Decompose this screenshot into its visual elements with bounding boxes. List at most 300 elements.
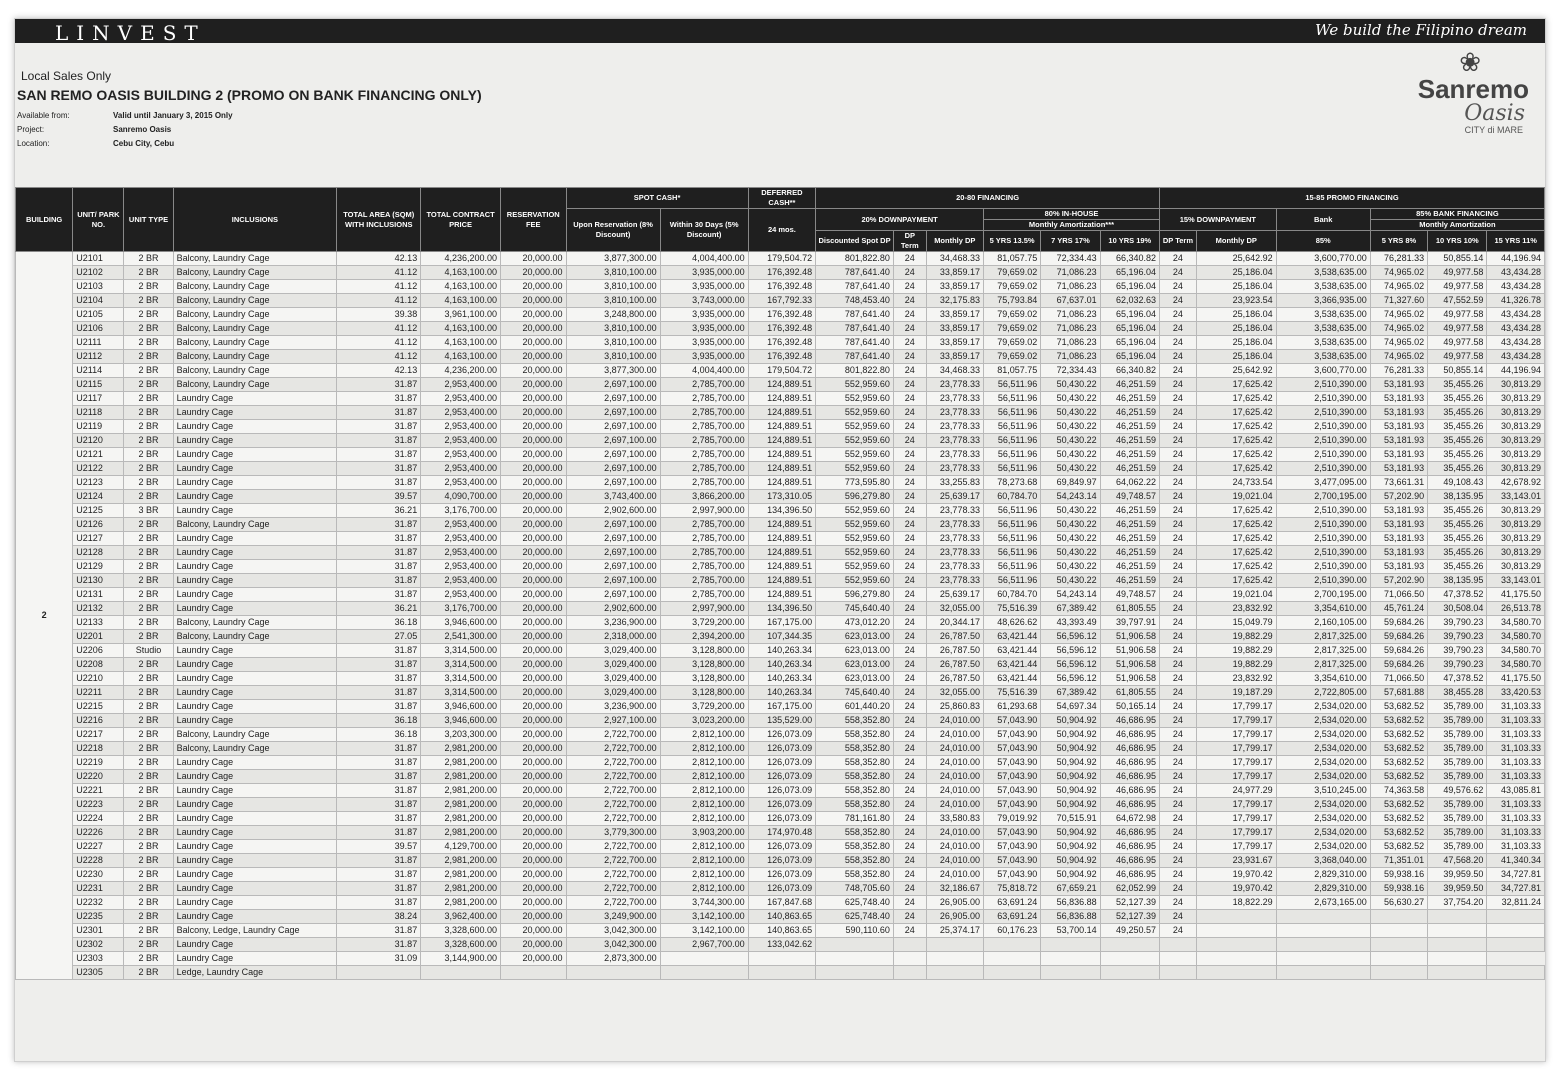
table-cell: 124,889.51 [748, 392, 816, 406]
table-cell: 31,103.33 [1487, 770, 1545, 784]
table-cell: 17,625.42 [1196, 546, 1276, 560]
table-cell: 787,641.40 [816, 322, 894, 336]
table-cell: 20,000.00 [501, 392, 566, 406]
table-cell: 35,455.26 [1428, 546, 1487, 560]
col-monthly-dp: Monthly DP [926, 231, 983, 252]
table-cell: 2,817,325.00 [1276, 658, 1370, 672]
table-row [16, 896, 1545, 910]
table-cell: 76,281.33 [1370, 252, 1427, 266]
header-bar [15, 19, 1545, 43]
table-cell: 20,000.00 [501, 406, 566, 420]
table-cell: 126,073.09 [748, 882, 816, 896]
table-cell: 79,659.02 [983, 266, 1040, 280]
table-cell: 558,352.80 [816, 826, 894, 840]
table-cell: 50,430.22 [1041, 560, 1100, 574]
table-cell: 2,953,400.00 [421, 546, 501, 560]
table-cell: 35,455.26 [1428, 434, 1487, 448]
table-cell: Studio [124, 644, 173, 658]
table-cell: 33,143.01 [1487, 490, 1545, 504]
table-cell: 3,248,800.00 [566, 308, 660, 322]
table-cell: 66,340.82 [1100, 252, 1159, 266]
table-cell: 59,684.26 [1370, 644, 1427, 658]
logo-sub: Oasis [1464, 101, 1525, 126]
table-cell: 2,812,100.00 [660, 756, 748, 770]
table-cell: 30,813.29 [1487, 434, 1545, 448]
table-cell: 20,000.00 [501, 952, 566, 966]
table-cell: 3,810,100.00 [566, 266, 660, 280]
table-cell [1196, 966, 1276, 980]
table-cell: 3,810,100.00 [566, 280, 660, 294]
table-cell: 50,430.22 [1041, 504, 1100, 518]
table-cell: 3,029,400.00 [566, 686, 660, 700]
table-cell: 53,700.14 [1041, 924, 1100, 938]
table-row [16, 756, 1545, 770]
table-cell: 2,534,020.00 [1276, 742, 1370, 756]
table-cell: 31.87 [337, 462, 421, 476]
table-cell: 20,000.00 [501, 756, 566, 770]
table-cell: 2,534,020.00 [1276, 700, 1370, 714]
table-cell: 24 [893, 868, 926, 882]
table-cell: 46,686.95 [1100, 826, 1159, 840]
table-cell: 2,722,805.00 [1276, 686, 1370, 700]
table-cell: Laundry Cage [173, 392, 337, 406]
table-cell: 31.87 [337, 588, 421, 602]
table-cell: 2,953,400.00 [421, 588, 501, 602]
table-cell: 56,511.96 [983, 504, 1040, 518]
table-cell: 625,748.40 [816, 910, 894, 924]
table-cell: 3,729,200.00 [660, 616, 748, 630]
table-cell: 2,785,700.00 [660, 392, 748, 406]
table-cell: 2 BR [124, 812, 173, 826]
table-cell: 2,997,900.00 [660, 504, 748, 518]
table-cell: 787,641.40 [816, 266, 894, 280]
table-cell: 24 [1160, 546, 1197, 560]
table-cell: 2,722,700.00 [566, 770, 660, 784]
table-cell: 19,021.04 [1196, 490, 1276, 504]
table-cell: 20,000.00 [501, 490, 566, 504]
table-row [16, 966, 1545, 980]
table-cell: 20,000.00 [501, 882, 566, 896]
table-cell: 57,681.88 [1370, 686, 1427, 700]
table-cell: 552,959.60 [816, 448, 894, 462]
table-cell: 63,421.44 [983, 658, 1040, 672]
table-cell: 2,953,400.00 [421, 476, 501, 490]
table-cell: 2,534,020.00 [1276, 798, 1370, 812]
table-row [16, 252, 1545, 266]
table-cell: 50,904.92 [1041, 798, 1100, 812]
table-cell: 53,181.93 [1370, 546, 1427, 560]
table-row [16, 602, 1545, 616]
table-cell: 50,904.92 [1041, 784, 1100, 798]
table-cell: 2 BR [124, 350, 173, 364]
table-cell: 56,596.12 [1041, 630, 1100, 644]
table-cell: 2,700,195.00 [1276, 588, 1370, 602]
table-cell: 3,128,800.00 [660, 644, 748, 658]
table-cell: 20,000.00 [501, 742, 566, 756]
table-cell: 2 BR [124, 546, 173, 560]
table-cell: 39.38 [337, 308, 421, 322]
table-cell: 65,196.04 [1100, 308, 1159, 322]
table-cell: 30,813.29 [1487, 448, 1545, 462]
table-cell: 39,790.23 [1428, 644, 1487, 658]
table-cell: 39,790.23 [1428, 616, 1487, 630]
table-cell: 19,970.42 [1196, 882, 1276, 896]
table-cell: 3,600,770.00 [1276, 252, 1370, 266]
table-cell: 2,785,700.00 [660, 434, 748, 448]
table-cell: 24 [893, 476, 926, 490]
table-cell: 57,043.90 [983, 798, 1040, 812]
table-cell: 20,000.00 [501, 630, 566, 644]
table-cell: U2220 [73, 770, 124, 784]
table-cell: 24 [1160, 476, 1197, 490]
group-monthly-amort-inhouse: Monthly Amortization*** [983, 220, 1159, 231]
table-cell: 52,127.39 [1100, 896, 1159, 910]
table-cell: 57,043.90 [983, 840, 1040, 854]
table-cell: U2221 [73, 784, 124, 798]
table-cell: 552,959.60 [816, 532, 894, 546]
table-cell: 31.87 [337, 658, 421, 672]
table-cell: 46,251.59 [1100, 406, 1159, 420]
table-cell: 19,882.29 [1196, 644, 1276, 658]
table-cell: 46,686.95 [1100, 798, 1159, 812]
col-bank-5yrs: 5 YRS 8% [1370, 231, 1427, 252]
table-cell: 625,748.40 [816, 896, 894, 910]
table-cell: 17,799.17 [1196, 798, 1276, 812]
table-cell: U2230 [73, 868, 124, 882]
table-cell: 558,352.80 [816, 728, 894, 742]
table-cell: 558,352.80 [816, 770, 894, 784]
table-cell: 24 [893, 602, 926, 616]
table-cell: 3,743,000.00 [660, 294, 748, 308]
table-cell: 20,000.00 [501, 602, 566, 616]
table-cell [1160, 938, 1197, 952]
table-cell: 2,534,020.00 [1276, 714, 1370, 728]
table-cell: 3,810,100.00 [566, 294, 660, 308]
table-cell: 20,000.00 [501, 420, 566, 434]
table-cell: 3,729,200.00 [660, 700, 748, 714]
table-cell: 174,970.48 [748, 826, 816, 840]
table-cell: 46,251.59 [1100, 434, 1159, 448]
table-cell: 24 [893, 840, 926, 854]
table-cell: 24 [893, 756, 926, 770]
table-cell: 126,073.09 [748, 868, 816, 882]
table-cell: U2111 [73, 336, 124, 350]
table-cell: 61,805.55 [1100, 602, 1159, 616]
table-cell: U2128 [73, 546, 124, 560]
table-cell: U2121 [73, 448, 124, 462]
table-cell [566, 966, 660, 980]
table-cell: 20,000.00 [501, 924, 566, 938]
table-cell: 3,314,500.00 [421, 644, 501, 658]
table-cell: 75,793.84 [983, 294, 1040, 308]
table-cell: 140,263.34 [748, 658, 816, 672]
table-cell: 2 BR [124, 868, 173, 882]
table-cell: 176,392.48 [748, 322, 816, 336]
table-cell: 24 [1160, 406, 1197, 420]
table-cell: 50,430.22 [1041, 392, 1100, 406]
table-cell: 20,000.00 [501, 546, 566, 560]
table-cell: 20,000.00 [501, 280, 566, 294]
table-cell: 2,953,400.00 [421, 378, 501, 392]
col-10yrs: 10 YRS 19% [1100, 231, 1159, 252]
table-cell: 124,889.51 [748, 434, 816, 448]
table-cell: 79,659.02 [983, 308, 1040, 322]
table-cell: 2,510,390.00 [1276, 448, 1370, 462]
table-cell: 3,538,635.00 [1276, 336, 1370, 350]
table-cell: 126,073.09 [748, 784, 816, 798]
table-cell: 2,953,400.00 [421, 462, 501, 476]
table-cell: 2,981,200.00 [421, 868, 501, 882]
table-cell: 59,938.16 [1370, 882, 1427, 896]
table-cell: 25,186.04 [1196, 350, 1276, 364]
table-row [16, 434, 1545, 448]
table-cell: 79,659.02 [983, 336, 1040, 350]
table-cell: 39,959.50 [1428, 882, 1487, 896]
table-cell: U2117 [73, 392, 124, 406]
group-monthly-amort-bank: Monthly Amortization [1370, 220, 1544, 231]
table-cell: 41.12 [337, 336, 421, 350]
table-cell: 596,279.80 [816, 490, 894, 504]
table-cell: 20,000.00 [501, 434, 566, 448]
table-cell [337, 966, 421, 980]
table-cell: 552,959.60 [816, 518, 894, 532]
table-cell [1370, 910, 1427, 924]
table-cell: 35,789.00 [1428, 798, 1487, 812]
table-cell: 24 [893, 266, 926, 280]
table-cell: 46,686.95 [1100, 728, 1159, 742]
table-cell: 33,859.17 [926, 350, 983, 364]
table-cell: 71,351.01 [1370, 854, 1427, 868]
table-cell: 552,959.60 [816, 462, 894, 476]
table-cell: 4,090,700.00 [421, 490, 501, 504]
table-cell: 167,792.33 [748, 294, 816, 308]
table-cell: 2,722,700.00 [566, 868, 660, 882]
table-cell: 4,129,700.00 [421, 840, 501, 854]
table-cell: 50,430.22 [1041, 518, 1100, 532]
table-cell: 20,000.00 [501, 266, 566, 280]
table-cell: 71,086.23 [1041, 280, 1100, 294]
table-cell: 3,354,610.00 [1276, 672, 1370, 686]
table-cell: 133,042.62 [748, 938, 816, 952]
table-cell: 140,263.34 [748, 644, 816, 658]
table-cell: 2,953,400.00 [421, 392, 501, 406]
col-tcp: TOTAL CONTRACT PRICE [421, 188, 501, 252]
table-cell: 31.87 [337, 868, 421, 882]
table-cell: 140,863.65 [748, 924, 816, 938]
table-cell: 41.12 [337, 280, 421, 294]
table-cell: Laundry Cage [173, 910, 337, 924]
table-cell: 24 [893, 798, 926, 812]
meta-value-project: Sanremo Oasis [113, 125, 172, 134]
table-cell: 31,103.33 [1487, 840, 1545, 854]
table-cell: 50,430.22 [1041, 546, 1100, 560]
table-cell: 3,866,200.00 [660, 490, 748, 504]
table-cell: 4,163,100.00 [421, 294, 501, 308]
table-row [16, 462, 1545, 476]
table-cell: 34,580.70 [1487, 658, 1545, 672]
table-cell: 2,722,700.00 [566, 882, 660, 896]
table-cell: 552,959.60 [816, 406, 894, 420]
table-cell: 57,043.90 [983, 742, 1040, 756]
table-cell: 3,249,900.00 [566, 910, 660, 924]
table-cell: 748,705.60 [816, 882, 894, 896]
meta-value-available: Valid until January 3, 2015 Only [113, 111, 233, 120]
table-cell: 3,935,000.00 [660, 308, 748, 322]
table-cell: 2 BR [124, 462, 173, 476]
table-cell: 2,160,105.00 [1276, 616, 1370, 630]
table-cell: 49,250.57 [1100, 924, 1159, 938]
table-cell: 124,889.51 [748, 448, 816, 462]
table-row [16, 882, 1545, 896]
table-cell: 2,722,700.00 [566, 812, 660, 826]
table-cell: 33,420.53 [1487, 686, 1545, 700]
table-cell: 23,778.33 [926, 532, 983, 546]
table-cell: 19,970.42 [1196, 868, 1276, 882]
table-cell: U2122 [73, 462, 124, 476]
table-cell: 2,722,700.00 [566, 798, 660, 812]
table-cell [421, 966, 501, 980]
table-cell: 23,778.33 [926, 504, 983, 518]
table-cell: 31.87 [337, 770, 421, 784]
table-cell: 23,778.33 [926, 378, 983, 392]
table-cell [893, 938, 926, 952]
table-cell: 2,697,100.00 [566, 448, 660, 462]
table-cell: 2 BR [124, 658, 173, 672]
table-cell: 2,697,100.00 [566, 378, 660, 392]
table-cell: 3,935,000.00 [660, 266, 748, 280]
table-cell: 24 [893, 336, 926, 350]
table-cell: 20,000.00 [501, 840, 566, 854]
table-cell: 552,959.60 [816, 504, 894, 518]
table-cell: 3,946,600.00 [421, 714, 501, 728]
table-cell: 41,175.50 [1487, 588, 1545, 602]
table-cell: 24 [1160, 924, 1197, 938]
table-cell: 24 [1160, 308, 1197, 322]
table-cell: 20,000.00 [501, 294, 566, 308]
col-unit: UNIT/ PARK NO. [73, 188, 124, 252]
table-cell: 24 [893, 322, 926, 336]
table-cell: 24 [893, 252, 926, 266]
table-cell: 17,799.17 [1196, 700, 1276, 714]
table-cell: 63,421.44 [983, 644, 1040, 658]
table-cell: 20,000.00 [501, 462, 566, 476]
table-cell: 24 [893, 504, 926, 518]
table-cell: 3,128,800.00 [660, 672, 748, 686]
table-cell: 558,352.80 [816, 798, 894, 812]
table-cell: 31.87 [337, 476, 421, 490]
table-cell: Laundry Cage [173, 434, 337, 448]
table-row [16, 490, 1545, 504]
table-cell: 31.87 [337, 882, 421, 896]
table-row [16, 406, 1545, 420]
table-cell: U2124 [73, 490, 124, 504]
subtitle: Local Sales Only [21, 69, 112, 83]
table-cell [1041, 938, 1100, 952]
table-cell: 35,455.26 [1428, 462, 1487, 476]
table-row [16, 826, 1545, 840]
table-cell: 43,393.49 [1041, 616, 1100, 630]
table-row [16, 938, 1545, 952]
table-cell: 59,684.26 [1370, 616, 1427, 630]
table-cell: 26,787.50 [926, 630, 983, 644]
table-cell: U2131 [73, 588, 124, 602]
table-cell: Balcony, Laundry Cage [173, 350, 337, 364]
table-row [16, 728, 1545, 742]
table-cell: 124,889.51 [748, 476, 816, 490]
table-cell: 31.87 [337, 826, 421, 840]
table-cell: U2132 [73, 602, 124, 616]
table-cell: 20,000.00 [501, 658, 566, 672]
table-cell: 3,946,600.00 [421, 616, 501, 630]
table-cell: Laundry Cage [173, 952, 337, 966]
table-cell [1487, 966, 1545, 980]
table-cell: 2,534,020.00 [1276, 840, 1370, 854]
table-cell: 167,175.00 [748, 616, 816, 630]
table-row [16, 532, 1545, 546]
table-cell: 33,580.83 [926, 812, 983, 826]
table-cell: 51,906.58 [1100, 658, 1159, 672]
col-total-area: TOTAL AREA (SQM) WITH INCLUSIONS [337, 188, 421, 252]
table-cell: 15,049.79 [1196, 616, 1276, 630]
table-cell: 23,778.33 [926, 392, 983, 406]
table-cell: 57,043.90 [983, 770, 1040, 784]
table-cell: 24 [1160, 812, 1197, 826]
table-cell: 20,000.00 [501, 812, 566, 826]
table-cell: 2 BR [124, 854, 173, 868]
table-cell: 20,000.00 [501, 728, 566, 742]
table-cell: 23,923.54 [1196, 294, 1276, 308]
table-cell: 30,813.29 [1487, 504, 1545, 518]
table-cell: U2133 [73, 616, 124, 630]
table-cell [983, 966, 1040, 980]
table-cell: 36.21 [337, 602, 421, 616]
table-cell: 69,849.97 [1041, 476, 1100, 490]
table-cell: 64,062.22 [1100, 476, 1159, 490]
table-cell: 24 [1160, 882, 1197, 896]
table-cell: 57,202.90 [1370, 574, 1427, 588]
table-row [16, 336, 1545, 350]
table-cell: 57,043.90 [983, 728, 1040, 742]
table-cell: 2 BR [124, 476, 173, 490]
table-cell: 50,430.22 [1041, 448, 1100, 462]
table-cell: 24 [893, 378, 926, 392]
table-cell: 81,057.75 [983, 252, 1040, 266]
table-cell: 31.87 [337, 560, 421, 574]
table-cell: 56,596.12 [1041, 644, 1100, 658]
table-cell: 558,352.80 [816, 868, 894, 882]
table-cell: 558,352.80 [816, 756, 894, 770]
table-cell: 3,538,635.00 [1276, 350, 1370, 364]
table-cell: 17,799.17 [1196, 840, 1276, 854]
table-cell: 2,981,200.00 [421, 826, 501, 840]
table-cell: 2,785,700.00 [660, 476, 748, 490]
table-cell: 33,859.17 [926, 280, 983, 294]
table-cell: 50,904.92 [1041, 770, 1100, 784]
table-cell: 73,661.31 [1370, 476, 1427, 490]
table-cell: 2 BR [124, 294, 173, 308]
table-cell: 32,055.00 [926, 686, 983, 700]
table-cell: 3,128,800.00 [660, 686, 748, 700]
table-cell: 32,175.83 [926, 294, 983, 308]
table-cell: 3,935,000.00 [660, 350, 748, 364]
table-cell [893, 966, 926, 980]
table-cell: 31,103.33 [1487, 714, 1545, 728]
table-cell: 24 [1160, 280, 1197, 294]
brand-logo-text: LINVEST [55, 21, 206, 45]
table-cell: 46,251.59 [1100, 420, 1159, 434]
table-cell: U2208 [73, 658, 124, 672]
table-cell: 124,889.51 [748, 560, 816, 574]
